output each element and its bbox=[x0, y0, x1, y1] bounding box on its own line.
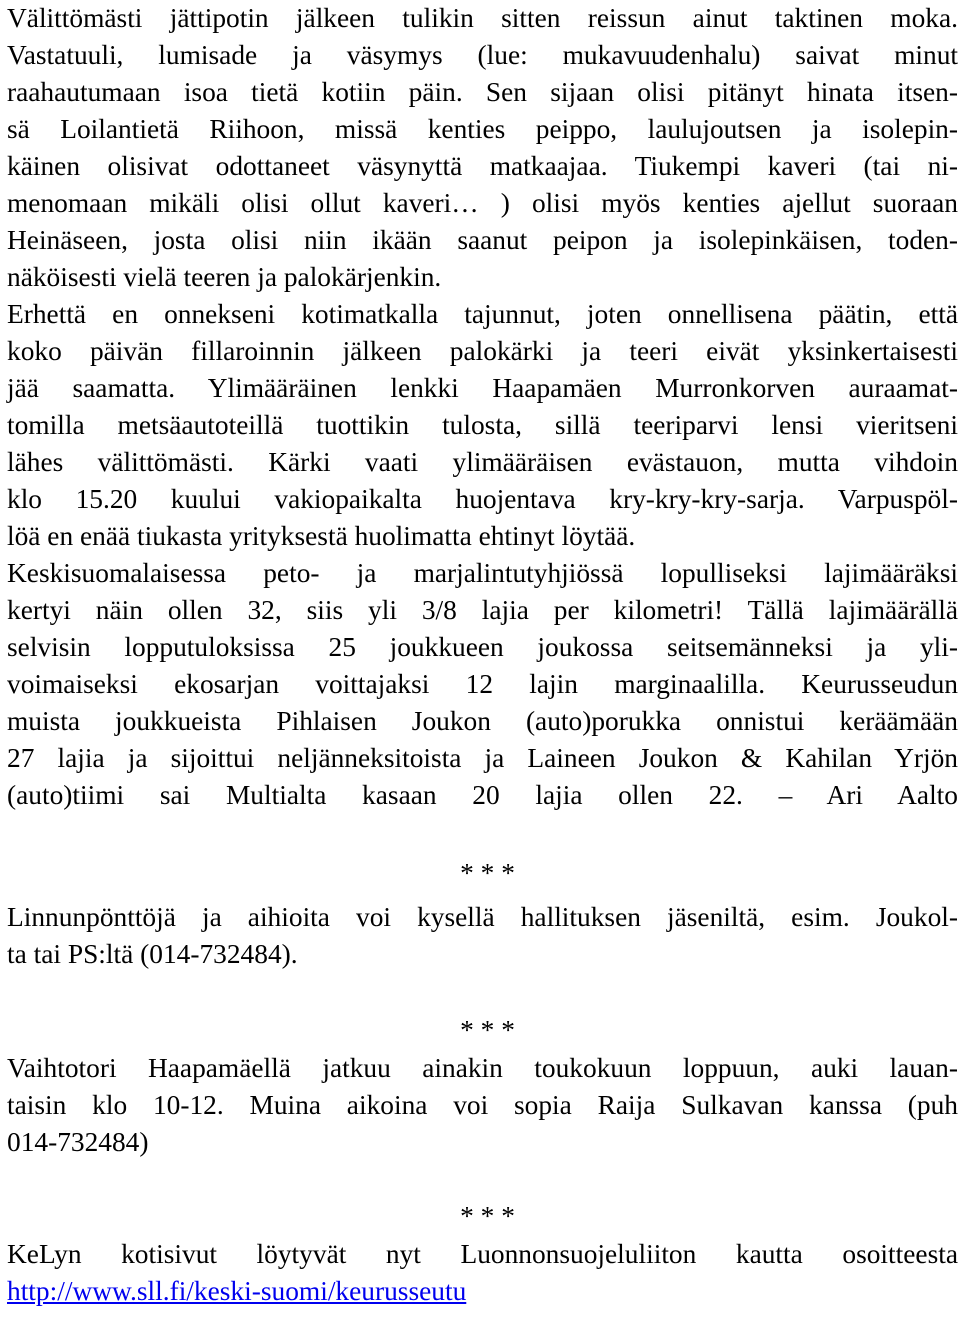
article-line: 27 lajia ja sijoittui neljänneksitoista ja Laineen Joukon & Kahilan Yrjön bbox=[7, 743, 958, 773]
article-line: Erhettä en onnekseni kotimatkalla tajunnut, joten onnellisena päätin, että bbox=[7, 299, 958, 329]
notice-line: Vaihtotori Haapamäellä jatkuu ainakin toukokuun loppuun, auki lauan- bbox=[7, 1053, 958, 1083]
article-line: menomaan mikäli olisi ollut kaveri… ) olisi myös kenties ajellut suoraan bbox=[7, 188, 958, 218]
article-line: näköisesti vielä teeren ja palokärjenkin. bbox=[7, 262, 442, 292]
notice-line: ta tai PS:ltä (014-732484). bbox=[7, 939, 298, 969]
notice-line: Linnunpönttöjä ja aihioita voi kysellä hallituksen jäseniltä, esim. Joukol- bbox=[7, 902, 958, 932]
article-line: klo 15.20 kuului vakiopaikalta huojentava kry-kry-kry-sarja. Varpuspöl- bbox=[7, 484, 958, 514]
article-line: muista joukkueista Pihlaisen Joukon (auto)porukka onnistui keräämään bbox=[7, 706, 958, 736]
notice-line: taisin klo 10-12. Muina aikoina voi sopia Raija Sulkavan kanssa (puh bbox=[7, 1090, 958, 1120]
section-separator: * * * bbox=[460, 1015, 515, 1045]
article-line: jää saamatta. Ylimääräinen lenkki Haapamäen Murronkorven auraamat- bbox=[7, 373, 958, 403]
article-line: Keskisuomalaisessa peto- ja marjalintutyhjiössä lopulliseksi lajimääräksi bbox=[7, 558, 958, 588]
article-line: Vastatuuli, lumisade ja väsymys (lue: mukavuudenhalu) saivat minut bbox=[7, 40, 958, 70]
article-line: lähes välittömästi. Kärki vaati ylimääräisen evästauon, mutta vihdoin bbox=[7, 447, 958, 477]
homepage-link[interactable]: http://www.sll.fi/keski-suomi/keurusseutu bbox=[7, 1276, 467, 1306]
article-line: Välittömästi jättipotin jälkeen tulikin sitten reissun ainut taktinen moka. bbox=[7, 3, 958, 33]
article-line: käinen olisivat odottaneet väsynyttä matkaajaa. Tiukempi kaveri (tai ni- bbox=[7, 151, 958, 181]
article-line: (auto)tiimi sai Multialta kasaan 20 lajia ollen 22. – Ari Aalto bbox=[7, 780, 958, 810]
notice-link-line bbox=[7, 1273, 958, 1310]
section-separator: * * * bbox=[460, 858, 515, 888]
article-line: Heinäseen, josta olisi niin ikään saanut peipon ja isolepinkäisen, toden- bbox=[7, 225, 958, 255]
article-line: kertyi näin ollen 32, siis yli 3/8 lajia per kilometri! Tällä lajimäärällä bbox=[7, 595, 958, 625]
article-line: raahautumaan isoa tietä kotiin päin. Sen sijaan olisi pitänyt hinata itsen- bbox=[7, 77, 958, 107]
article-line: selvisin lopputuloksissa 25 joukkueen joukossa seitsemänneksi ja yli- bbox=[7, 632, 958, 662]
notice-line: KeLyn kotisivut löytyvät nyt Luonnonsuojeluliiton kautta osoitteesta bbox=[7, 1239, 958, 1269]
article-line: löä en enää tiukasta yrityksestä huolimatta ehtinyt löytää. bbox=[7, 521, 636, 551]
article-line: sä Loilantietä Riihoon, missä kenties peippo, laulujoutsen ja isolepin- bbox=[7, 114, 958, 144]
article-line: voimaiseksi ekosarjan voittajaksi 12 lajin marginaalilla. Keurusseudun bbox=[7, 669, 958, 699]
section-separator: * * * bbox=[460, 1201, 515, 1231]
article-line: tomilla metsäautoteillä tuottikin tulosta, sillä teeriparvi lensi vieritseni bbox=[7, 410, 958, 440]
notice-line: 014-732484) bbox=[7, 1127, 149, 1157]
article-line: koko päivän fillaroinnin jälkeen palokärki ja teeri eivät yksinkertaisesti bbox=[7, 336, 958, 366]
